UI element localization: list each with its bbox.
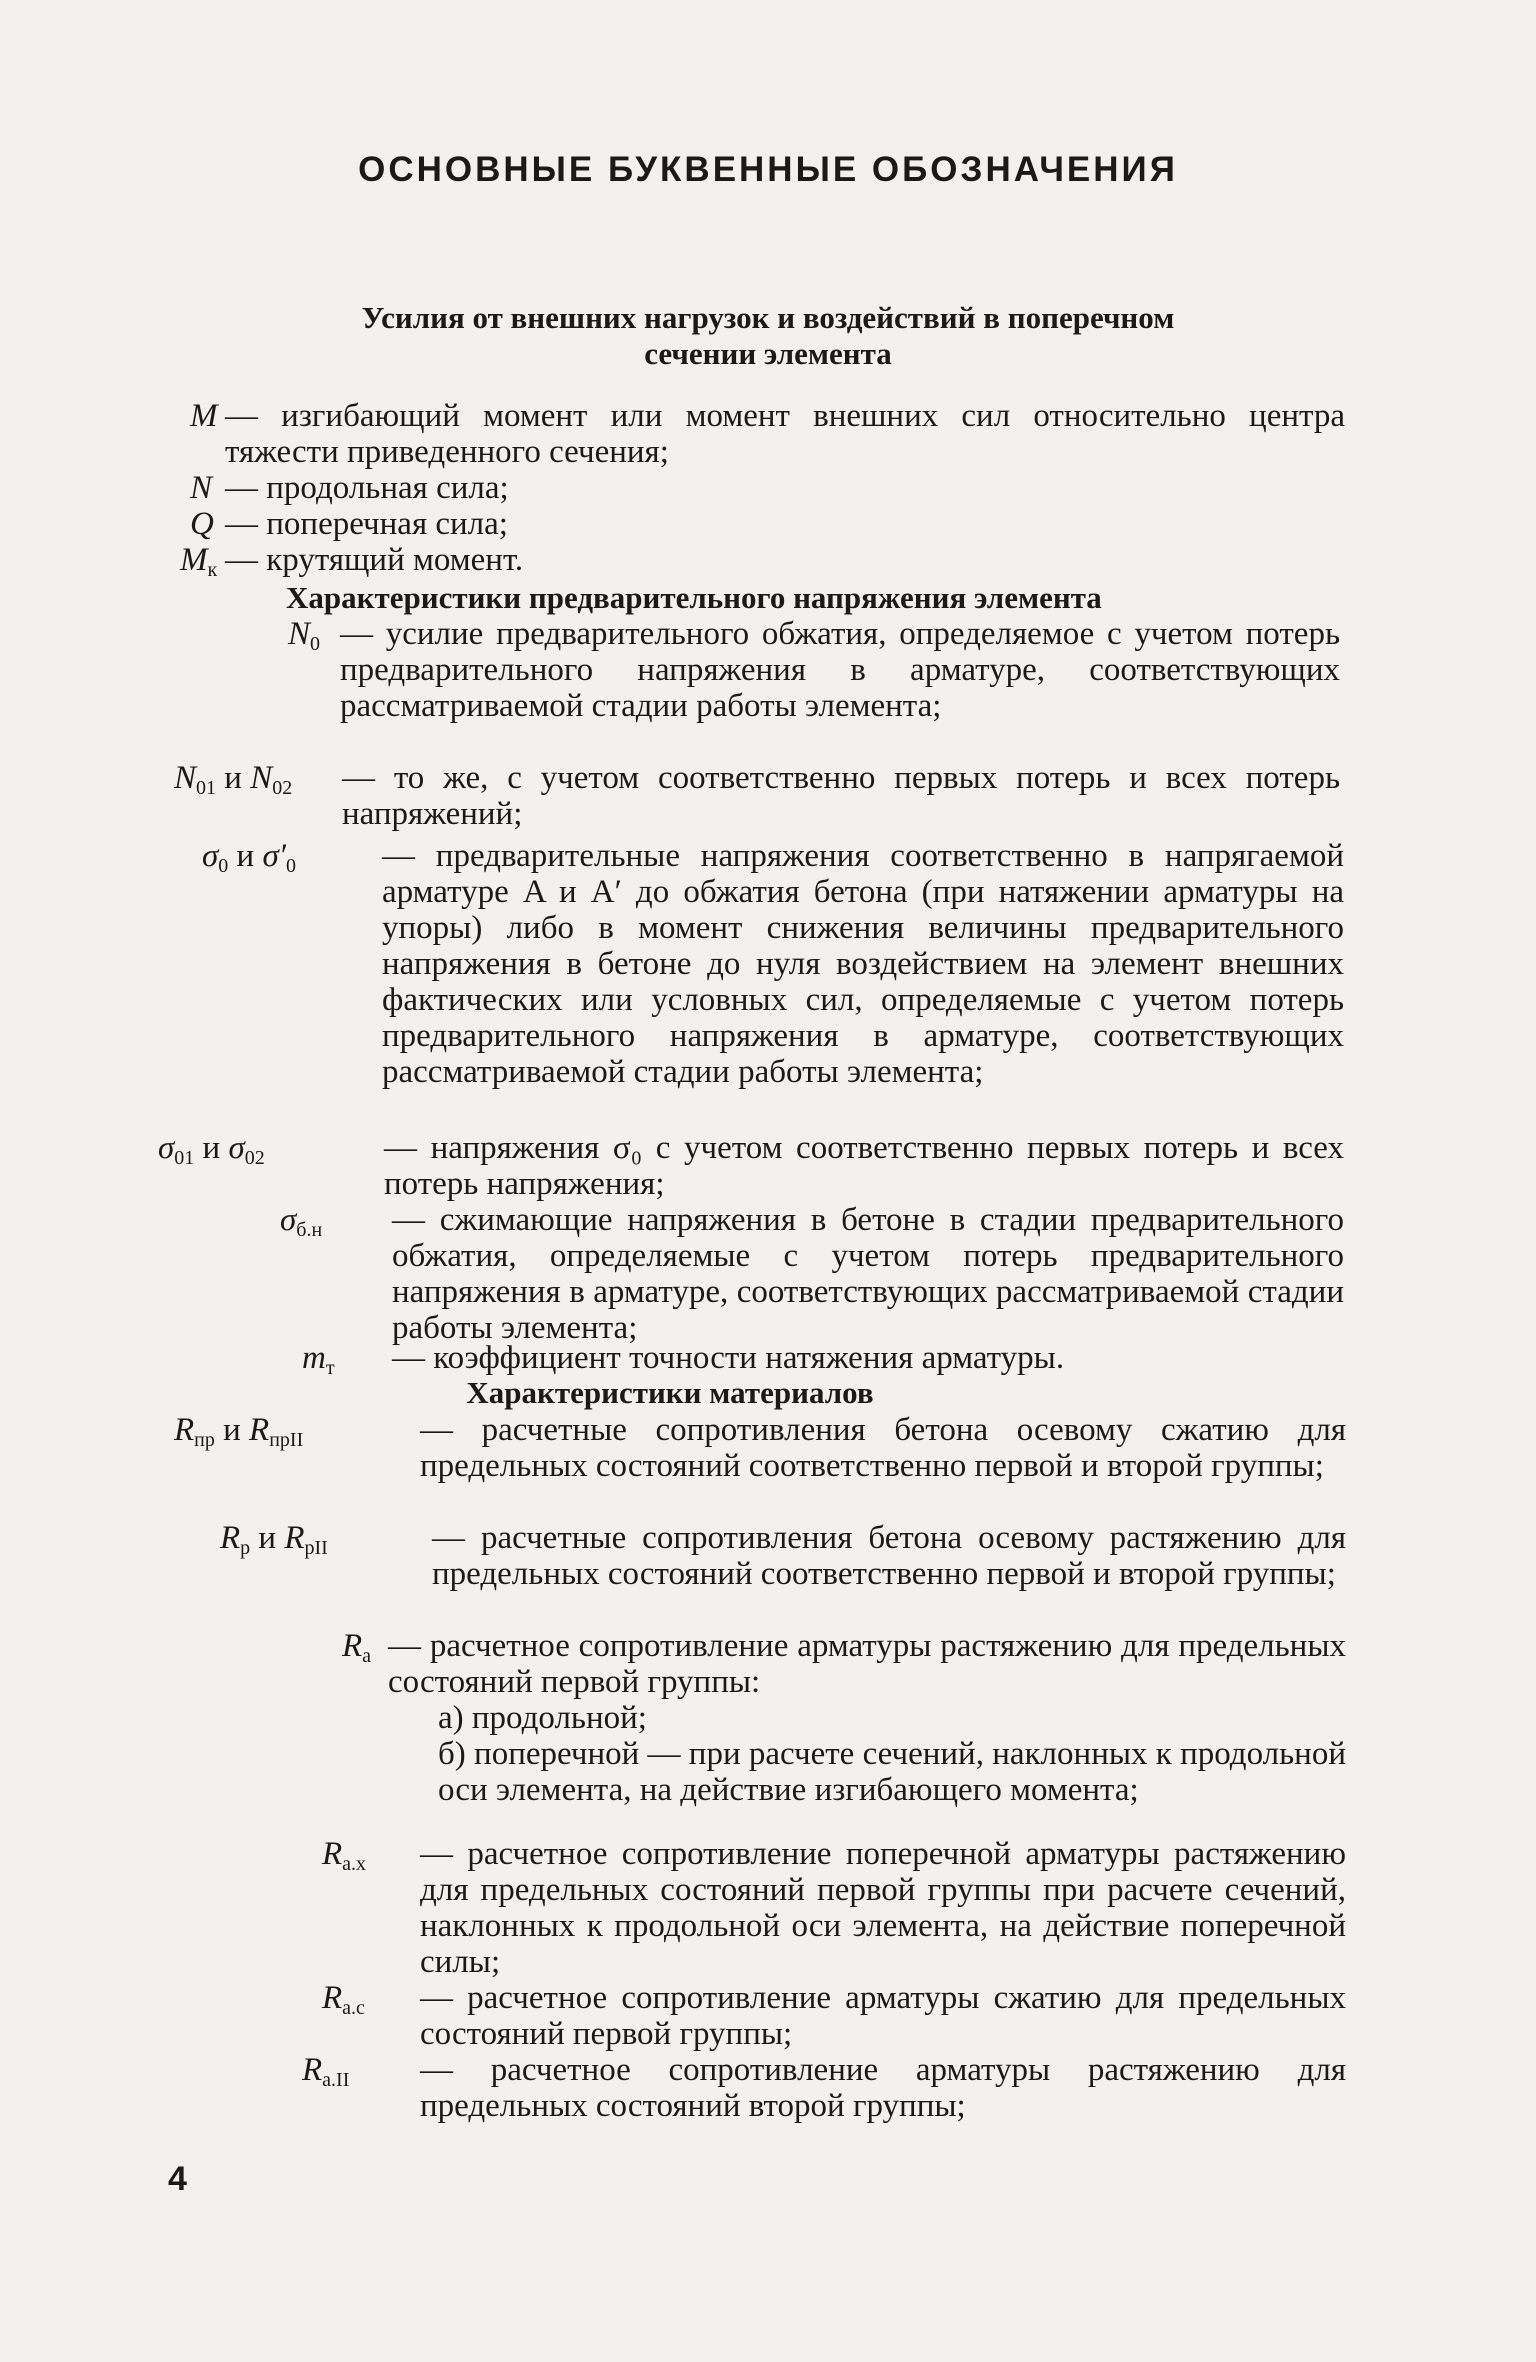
- symbol: $m_т$: [302, 1340, 335, 1379]
- definition-text: — напряжения σ₀ с учетом соответственно первых потерь и всех потерь напряжения;: [384, 1130, 1344, 1202]
- symbol: $N_0$: [288, 616, 321, 655]
- symbol: $\sigma_{01}$ и $\sigma_{02}$: [158, 1130, 265, 1169]
- definition-text: — усилие предварительного обжатия, определяемое с учетом потерь предварительного напряжения в арматуре, соответствующих рассматриваемой стадии работы элемента;: [340, 616, 1340, 724]
- definition-text: — крутящий момент.: [225, 542, 524, 578]
- symbol: N: [190, 470, 213, 506]
- definition-text: — расчетное сопротивление арматуры растяжению для предельных состояний первой группы: а) продольной; б) поперечной — при расчете сечений, наклонных к продольной оси элемента, на действие изгибающего момента;: [388, 1628, 1346, 1808]
- definition-text: — сжимающие напряжения в бетоне в стадии предварительного обжатия, определяемые с учетом потерь предварительного напряжения в арматуре, соответствующих рассматриваемой стадии работы элемента;: [392, 1202, 1344, 1346]
- section-heading-materials: Характеристики материалов: [466, 1375, 874, 1410]
- definition-text: — расчетное сопротивление поперечной арматуры растяжению для предельных состояний первой группы при расчете сечений, наклонных к продольной оси элемента, на действие поперечной силы;: [420, 1836, 1346, 1980]
- definition-text: — предварительные напряжения соответственно в напрягаемой арматуре A и A′ до обжатия бетона (при натяжении арматуры на упоры) либо в момент снижения величины предварительного напряжения в бетоне до нуля воздействием на элемент внешних фактических или условных сил, определяемые с учетом потерь предварительного напряжения в арматуре, соответствующих рассматриваемой стадии работы элемента;: [382, 838, 1344, 1090]
- definition-text: — поперечная сила;: [225, 506, 508, 542]
- definition-text: — изгибающий момент или момент внешних сил относительно центра тяжести приведенного сечения;: [225, 398, 1345, 470]
- section-heading-forces: [0, 300, 1536, 372]
- definition-text: — расчетное сопротивление арматуры растяжению для предельных состояний второй группы;: [420, 2052, 1346, 2124]
- symbol: $R_{а.II}$: [302, 2052, 350, 2091]
- definition-text: — продольная сила;: [225, 470, 509, 506]
- definition-text: — то же, с учетом соответственно первых потерь и всех потерь напряжений;: [342, 760, 1340, 832]
- symbol: $\sigma_0$ и $\sigma'_0$: [202, 838, 296, 877]
- section-heading-prestress: Характеристики предварительного напряжения элемента: [286, 580, 1102, 615]
- page-title: ОСНОВНЫЕ БУКВЕННЫЕ ОБОЗНАЧЕНИЯ: [358, 150, 1178, 189]
- symbol: $R_{а.х}$: [322, 1836, 367, 1875]
- list-item: б) поперечной — при расчете сечений, наклонных к продольной оси элемента, на действие изгибающего момента;: [438, 1736, 1346, 1808]
- symbol: Q: [190, 506, 214, 542]
- definition-text: — расчетное сопротивление арматуры сжатию для предельных состояний первой группы;: [420, 1980, 1346, 2052]
- symbol: $R_а$: [342, 1628, 372, 1667]
- symbol: $M_к$: [180, 542, 218, 581]
- page-number: 4: [168, 2160, 187, 2198]
- symbol: M: [190, 398, 218, 434]
- heading-line: сечении элемента: [644, 336, 892, 371]
- definition-text: — коэффициент точности натяжения арматуры.: [392, 1340, 1065, 1376]
- heading-line: Усилия от внешних нагрузок и воздействий в поперечном: [361, 300, 1175, 335]
- symbol: $\sigma_{б.н}$: [280, 1202, 323, 1241]
- definition-text: — расчетные сопротивления бетона осевому растяжению для предельных состояний соответственно первой и второй группы;: [432, 1520, 1346, 1592]
- definition-text: — расчетные сопротивления бетона осевому сжатию для предельных состояний соответственно первой и второй группы;: [420, 1412, 1346, 1484]
- symbol: $R_р$ и $R_{рII}$: [220, 1520, 328, 1559]
- symbol: $R_{а.с}$: [322, 1980, 365, 2019]
- symbol: $R_{пр}$ и $R_{прII}$: [174, 1412, 304, 1451]
- symbol: $N_{01}$ и $N_{02}$: [174, 760, 293, 799]
- list-item: а) продольной;: [438, 1700, 647, 1736]
